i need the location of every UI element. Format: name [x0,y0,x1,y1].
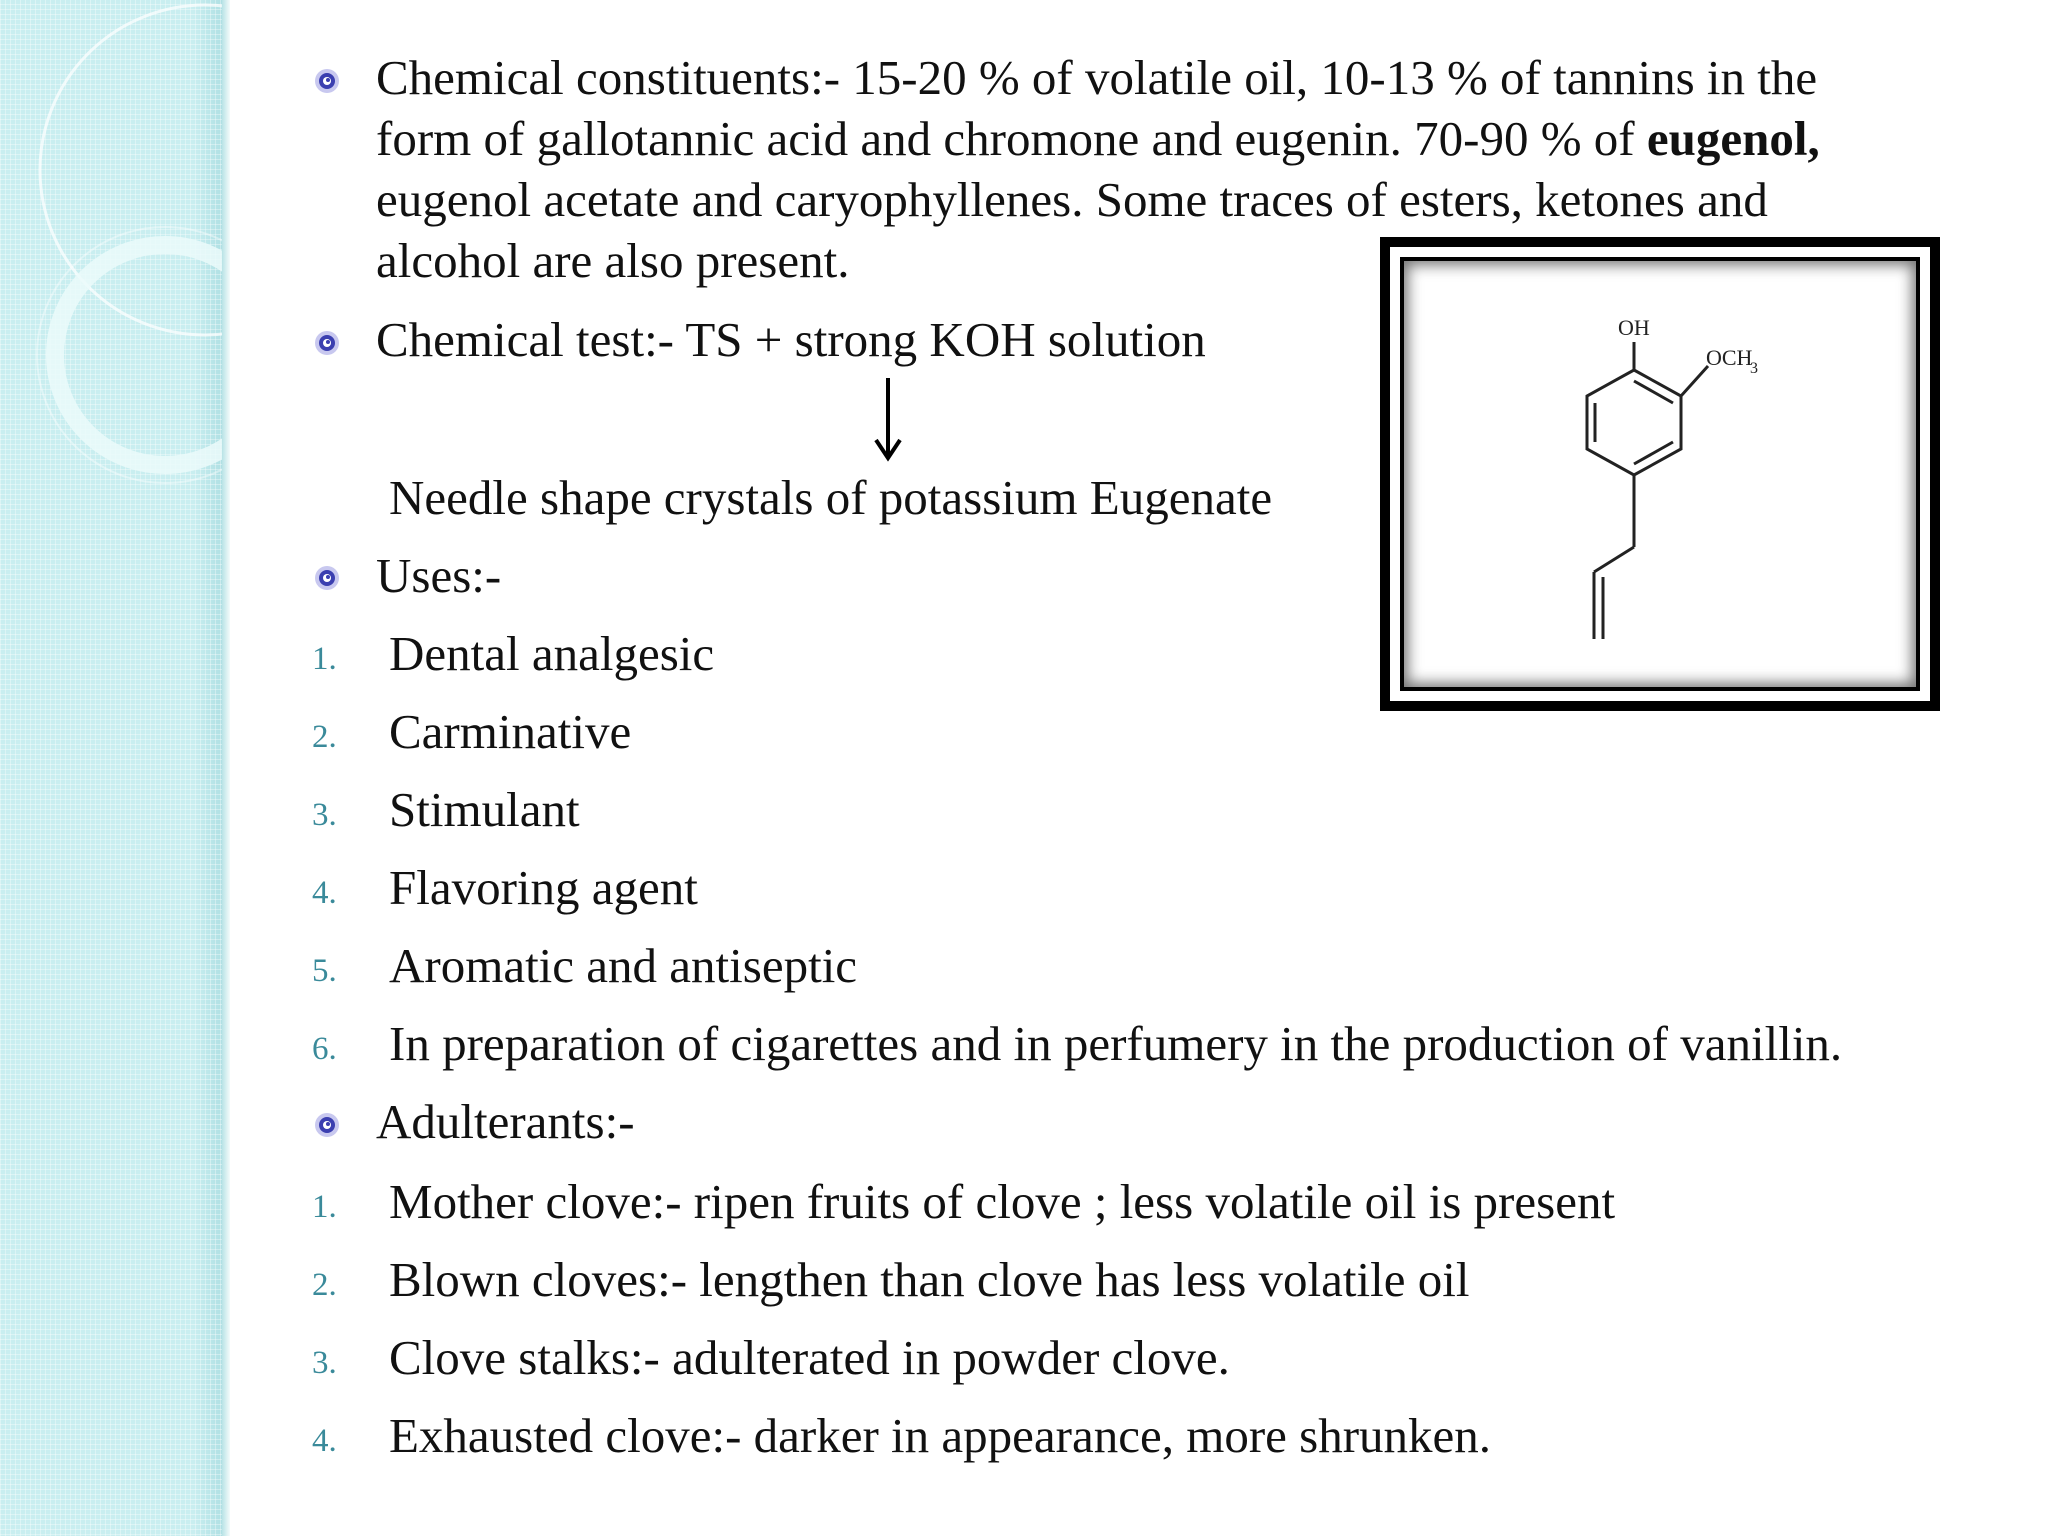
decorative-circles [0,0,228,1536]
down-arrow-icon [868,374,908,464]
list-item: Flavoring agent [389,860,698,915]
list-number: 2. [312,1267,337,1303]
eugenol-bold-text: eugenol, [1646,111,1820,166]
chemical-test-result: Needle shape crystals of potassium Eugenate [389,470,1273,525]
constituents-line-3: eugenol acetate and caryophyllenes. Some traces of esters, ketones and [376,172,1768,227]
list-number: 6. [312,1031,337,1067]
och-subscript: 3 [1750,360,1758,377]
constituents-line-2-text: form of gallotannic acid and chromone and eugenin. 70-90 % of [376,111,1647,166]
list-item: Aromatic and antiseptic [389,938,858,993]
constituents-line-1: Chemical constituents:- 15-20 % of volatile oil, 10-13 % of tannins in the [376,50,1818,105]
list-item: Exhausted clove:- darker in appearance, more shrunken. [389,1408,1492,1463]
uses-heading: Uses:- [376,548,502,603]
list-number: 4. [312,875,337,911]
list-item: Carminative [389,704,632,759]
och-label: OCH [1706,345,1753,370]
list-number: 1. [312,641,337,677]
list-number: 2. [312,719,337,755]
adulterants-heading: Adulterants:- [376,1094,635,1149]
list-item: Blown cloves:- lengthen than clove has less volatile oil [389,1252,1470,1307]
list-number: 1. [312,1189,337,1225]
swirl-bullet-icon [312,66,342,96]
constituents-line-4: alcohol are also present. [376,233,850,288]
constituents-line-2 [376,108,1820,170]
list-item: Stimulant [389,782,580,837]
list-number: 4. [312,1423,337,1459]
swirl-bullet-icon [312,328,342,358]
oh-label: OH [1618,315,1650,340]
list-item: Mother clove:- ripen fruits of clove ; less volatile oil is present [389,1174,1616,1229]
list-item: In preparation of cigarettes and in perfumery in the production of vanillin. [389,1016,1843,1071]
list-number: 3. [312,797,337,833]
swirl-bullet-icon [312,1110,342,1140]
eugenol-structure-diagram [1390,247,1930,701]
list-item: Dental analgesic [389,626,715,681]
swirl-bullet-icon [312,563,342,593]
list-number: 5. [312,953,337,989]
list-number: 3. [312,1345,337,1381]
list-item: Clove stalks:- adulterated in powder clove. [389,1330,1230,1385]
decorative-side-strip [0,0,228,1536]
chemical-test-label: Chemical test:- TS + strong KOH solution [376,312,1206,367]
strip-edge [222,0,230,1536]
eugenol-structure-figure [1380,237,1940,711]
